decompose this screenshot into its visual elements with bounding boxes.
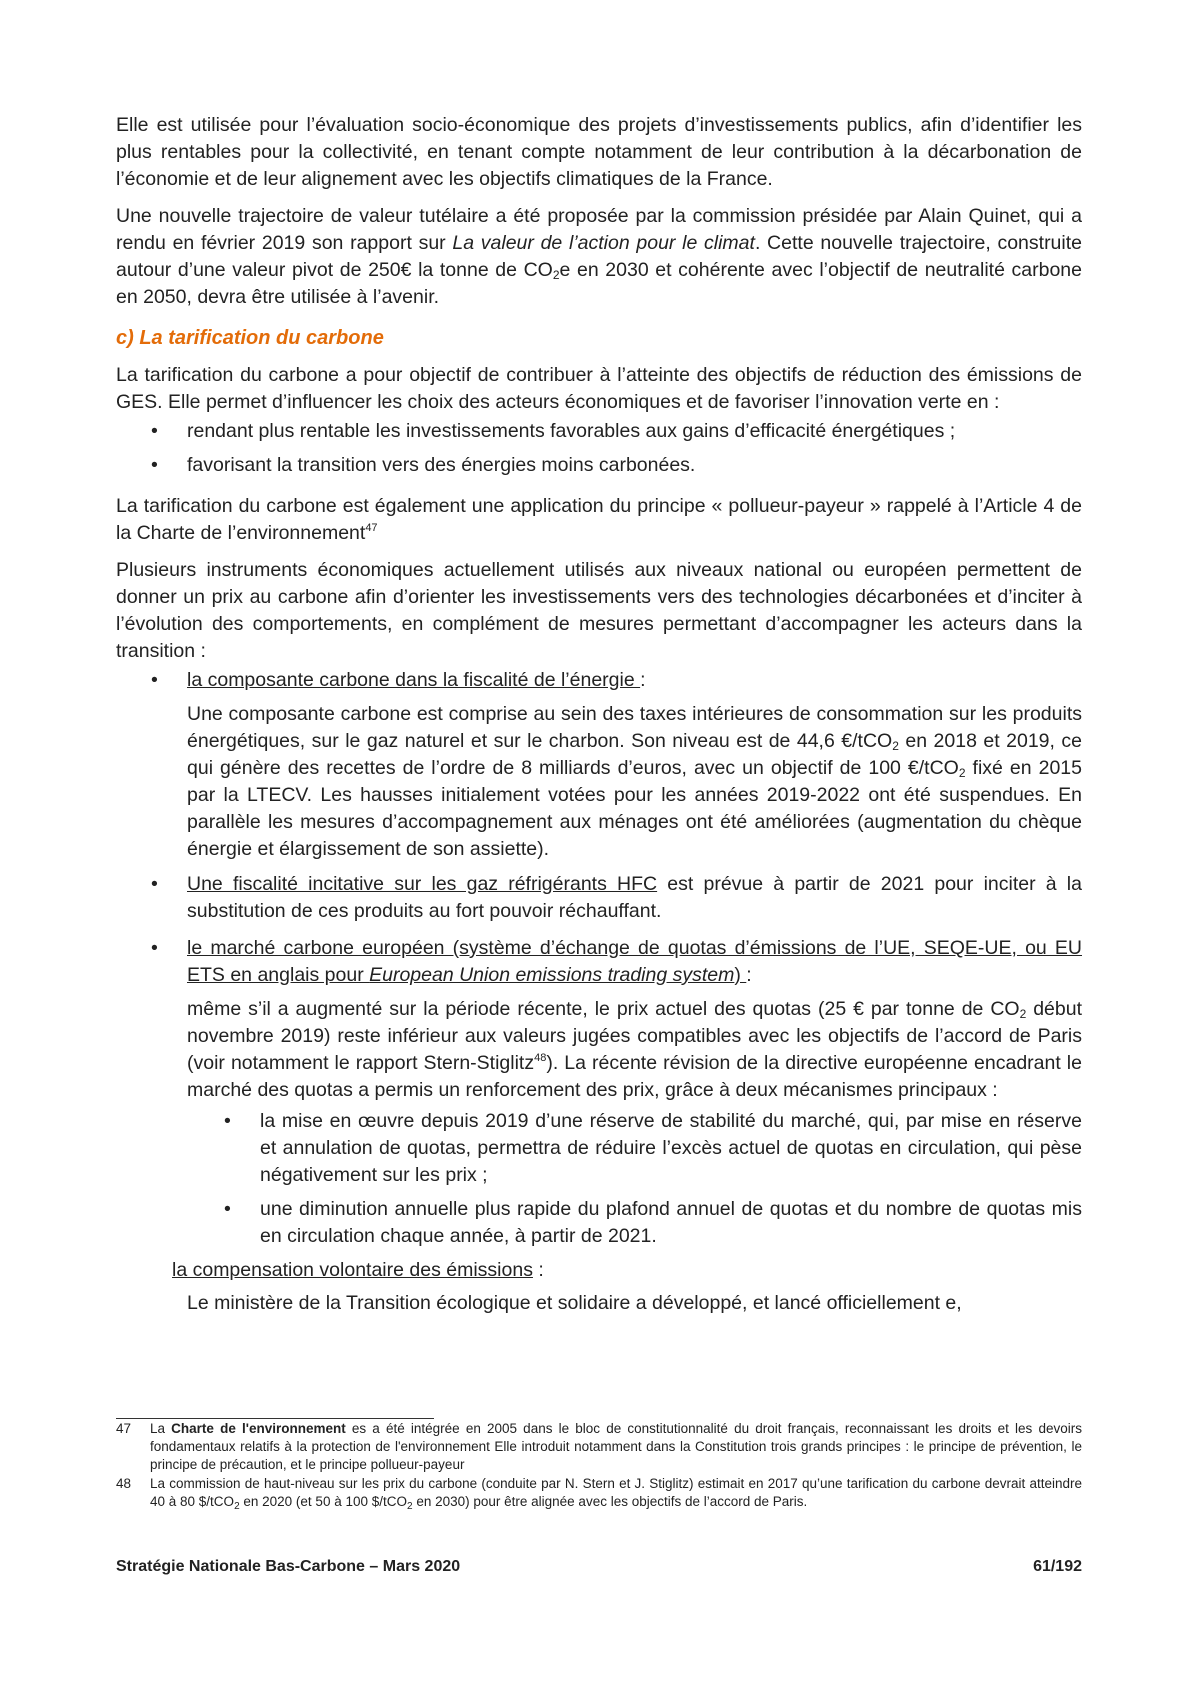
- list-item: [116, 1196, 1082, 1250]
- page-footer: [116, 1558, 1082, 1576]
- paragraph-compensation: Le ministère de la Transition écologique et solidaire a développé, et lancé officiellement e,: [187, 1292, 962, 1314]
- report-title: La valeur de l’action pour le climat: [452, 232, 755, 254]
- list-item: [116, 1108, 1082, 1189]
- text-segment: ). La récente révision de la directive européenne encadrant le marché des quotas a permis un renforcement des prix, grâce à deux mécanismes principaux :: [187, 1052, 1082, 1101]
- bullet-icon: •: [224, 1198, 231, 1220]
- page-number: 61/192: [1033, 1558, 1082, 1575]
- footnote-48: [116, 1475, 1082, 1511]
- text-segment: La: [150, 1421, 172, 1436]
- item-label: la composante carbone dans la fiscalité de l’énergie: [187, 669, 641, 691]
- paragraph-evaluation: Elle est utilisée pour l’évaluation socio-économique des projets d’investissements publics, afin d’identifier les plus rentables pour la collectivité, en tenant compte notamment de leur contribution à la décarbonation de l’économie et de leur alignement avec les objectifs climatiques de la France.: [116, 114, 1082, 190]
- footnote-text: [150, 1475, 1082, 1511]
- list-item: [116, 452, 1082, 479]
- colon: :: [532, 1259, 544, 1281]
- subscript: 2: [234, 1501, 240, 1512]
- list-item-hfc: [116, 871, 1082, 925]
- text-segment: fixé en 2015 par la LTECV. Les hausses initialement votées pour les années 2019-2022 ont été suspendues. En parallèle les mesures d’accompagnement aux ménages ont été améliorées (augmentation du chèque énergie et élargissement de son assiette).: [187, 757, 1082, 860]
- text-segment: Charte de l'environnement: [171, 1421, 346, 1436]
- text-segment: es a été intégrée en 2005 dans le bloc de constitutionnalité du droit français, reconnaissant les droits et les devoirs fondamentaux relatifs à la protection de l'environnement Elle introduit notamment dans la Constitution trois grands principes : le principe de prévention, le principe de précaution, et le principe pollueur-payeur: [150, 1421, 1082, 1472]
- bullet-icon: •: [224, 1110, 231, 1132]
- footnotes: [116, 1420, 1082, 1512]
- paragraph-tarification-intro: La tarification du carbone a pour objectif de contribuer à l’atteinte des objectifs de réduction des émissions de GES. Elle permet d’influencer les choix des acteurs économiques et de favoriser l’innovation verte en :: [116, 364, 1082, 413]
- list-item-text: une diminution annuelle plus rapide du plafond annuel de quotas et du nombre de quotas mis en circulation chaque année, à partir de 2021.: [260, 1198, 1082, 1247]
- text-segment: Une nouvelle trajectoire de valeur tutélaire a été proposée par la commission présidée par Alain Quinet, qui a rendu en février 2019 son rapport sur: [116, 205, 1082, 254]
- text-segment: le marché carbone européen (système d’échange de quotas d’émissions de l’UE, SEQE-UE, ou EU ETS en anglais pour: [187, 937, 1082, 986]
- paragraph-instruments: Plusieurs instruments économiques actuellement utilisés aux niveaux national ou européen permettent de donner un prix au carbone afin d’orienter les investissements vers des technologies décarbonées et d’inciter à l’évolution des comportements, en complément de mesures permettant d’accompagner les acteurs dans la transition :: [116, 559, 1082, 662]
- list-item-text: favorisant la transition vers des énergies moins carbonées.: [187, 454, 696, 476]
- list-item-text: rendant plus rentable les investissements favorables aux gains d’efficacité énergétiques ;: [187, 420, 956, 442]
- bullet-icon: •: [151, 873, 158, 895]
- section-heading: c) La tarification du carbone: [116, 327, 384, 349]
- list-item-text: la mise en œuvre depuis 2019 d’une réserve de stabilité du marché, qui, par mise en réserve et annulation de quotas, permettra de réduire l’excès actuel de quotas en circulation, qui pèse négativement sur les prix ;: [260, 1110, 1082, 1186]
- subscript: 2: [958, 766, 966, 780]
- subscript: 2: [407, 1501, 413, 1512]
- bullet-icon: •: [151, 454, 158, 476]
- paragraph-trajectoire: [116, 203, 1082, 311]
- text-segment: Une composante carbone est comprise au sein des taxes intérieures de consommation sur les produits énergétiques, sur le gaz naturel et sur le charbon. Son niveau est de 44,6 €/tCO: [187, 703, 1082, 752]
- footnote-separator: [116, 1418, 434, 1419]
- document-body: [116, 112, 1082, 1325]
- colon: :: [640, 669, 646, 691]
- text-segment: . Cette nouvelle trajectoire, construite autour d’une valeur pivot de 250€ la tonne de CO: [116, 232, 1083, 281]
- text-segment: début novembre 2019) reste inférieur aux valeurs jugées compatibles avec les objectifs de l’accord de Paris (voir notamment le rapport Stern-Stiglitz: [187, 998, 1082, 1074]
- text-segment: en 2030) pour être alignée avec les objectifs de l’accord de Paris.: [412, 1494, 808, 1509]
- subscript: 2: [892, 739, 899, 753]
- footnote-text: [150, 1420, 1082, 1474]
- item-label: [187, 937, 1082, 986]
- instruments-list: [116, 667, 1082, 694]
- text-segment: European Union emissions trading system: [369, 964, 735, 986]
- text-segment: en 2020 (et 50 à 100 $/tCO: [239, 1494, 407, 1509]
- bullet-icon: •: [151, 937, 158, 959]
- text-segment: La tarification du carbone est également une application du principe « pollueur-payeur » rappelé à l’Article 4 de la Charte de l’environnement: [116, 495, 1082, 544]
- subscript: 2: [1019, 1007, 1027, 1021]
- list-item: [116, 418, 1082, 445]
- list-item-composante-carbone: [116, 667, 1082, 694]
- footnote-number: 47: [116, 1421, 132, 1436]
- paragraph-marche-carbone: [187, 996, 1082, 1104]
- colon: :: [746, 964, 752, 986]
- footnote-number: 48: [116, 1476, 132, 1491]
- text-segment: en 2018 et 2019, ce qui génère des recettes de l’ordre de 8 milliards d’euros, avec un objectif de 100 €/tCO: [187, 730, 1082, 779]
- text-segment: ): [734, 964, 747, 986]
- mechanisms-list: [116, 1108, 1082, 1250]
- bullet-icon: •: [151, 669, 158, 691]
- paragraph-composante-carbone: [187, 701, 1082, 863]
- objectives-list: [116, 418, 1082, 479]
- item-label: Une fiscalité incitative sur les gaz réfrigérants HFC: [187, 873, 658, 895]
- list-item-compensation: [172, 1257, 1082, 1284]
- text-segment: e en 2030 et cohérente avec l’objectif de neutralité carbone en 2050, devra être utilisée à l’avenir.: [116, 259, 1082, 308]
- bullet-icon: •: [151, 420, 158, 442]
- paragraph-pollueur-payeur: [116, 493, 1082, 547]
- item-text: est prévue à partir de 2021 pour inciter à la substitution de ces produits au fort pouvoir réchauffant.: [187, 873, 1082, 922]
- footnote-ref-47[interactable]: 47: [365, 522, 378, 534]
- footer-title: Stratégie Nationale Bas-Carbone – Mars 2020: [116, 1558, 461, 1575]
- subscript: 2: [552, 268, 560, 282]
- item-label: la compensation volontaire des émissions: [172, 1259, 533, 1281]
- list-item-marche-carbone: [116, 935, 1082, 989]
- footnote-47: [116, 1420, 1082, 1474]
- instruments-list-cont: [116, 871, 1082, 989]
- text-segment: La commission de haut-niveau sur les prix du carbone (conduite par N. Stern et J. Stiglitz) estimait en 2017 qu’une tarification du carbone devrait atteindre 40 à 80 $/tCO: [150, 1476, 1082, 1509]
- text-segment: même s’il a augmenté sur la période récente, le prix actuel des quotas (25 € par tonne de CO: [187, 998, 1020, 1020]
- footnote-ref-48[interactable]: 48: [534, 1052, 547, 1064]
